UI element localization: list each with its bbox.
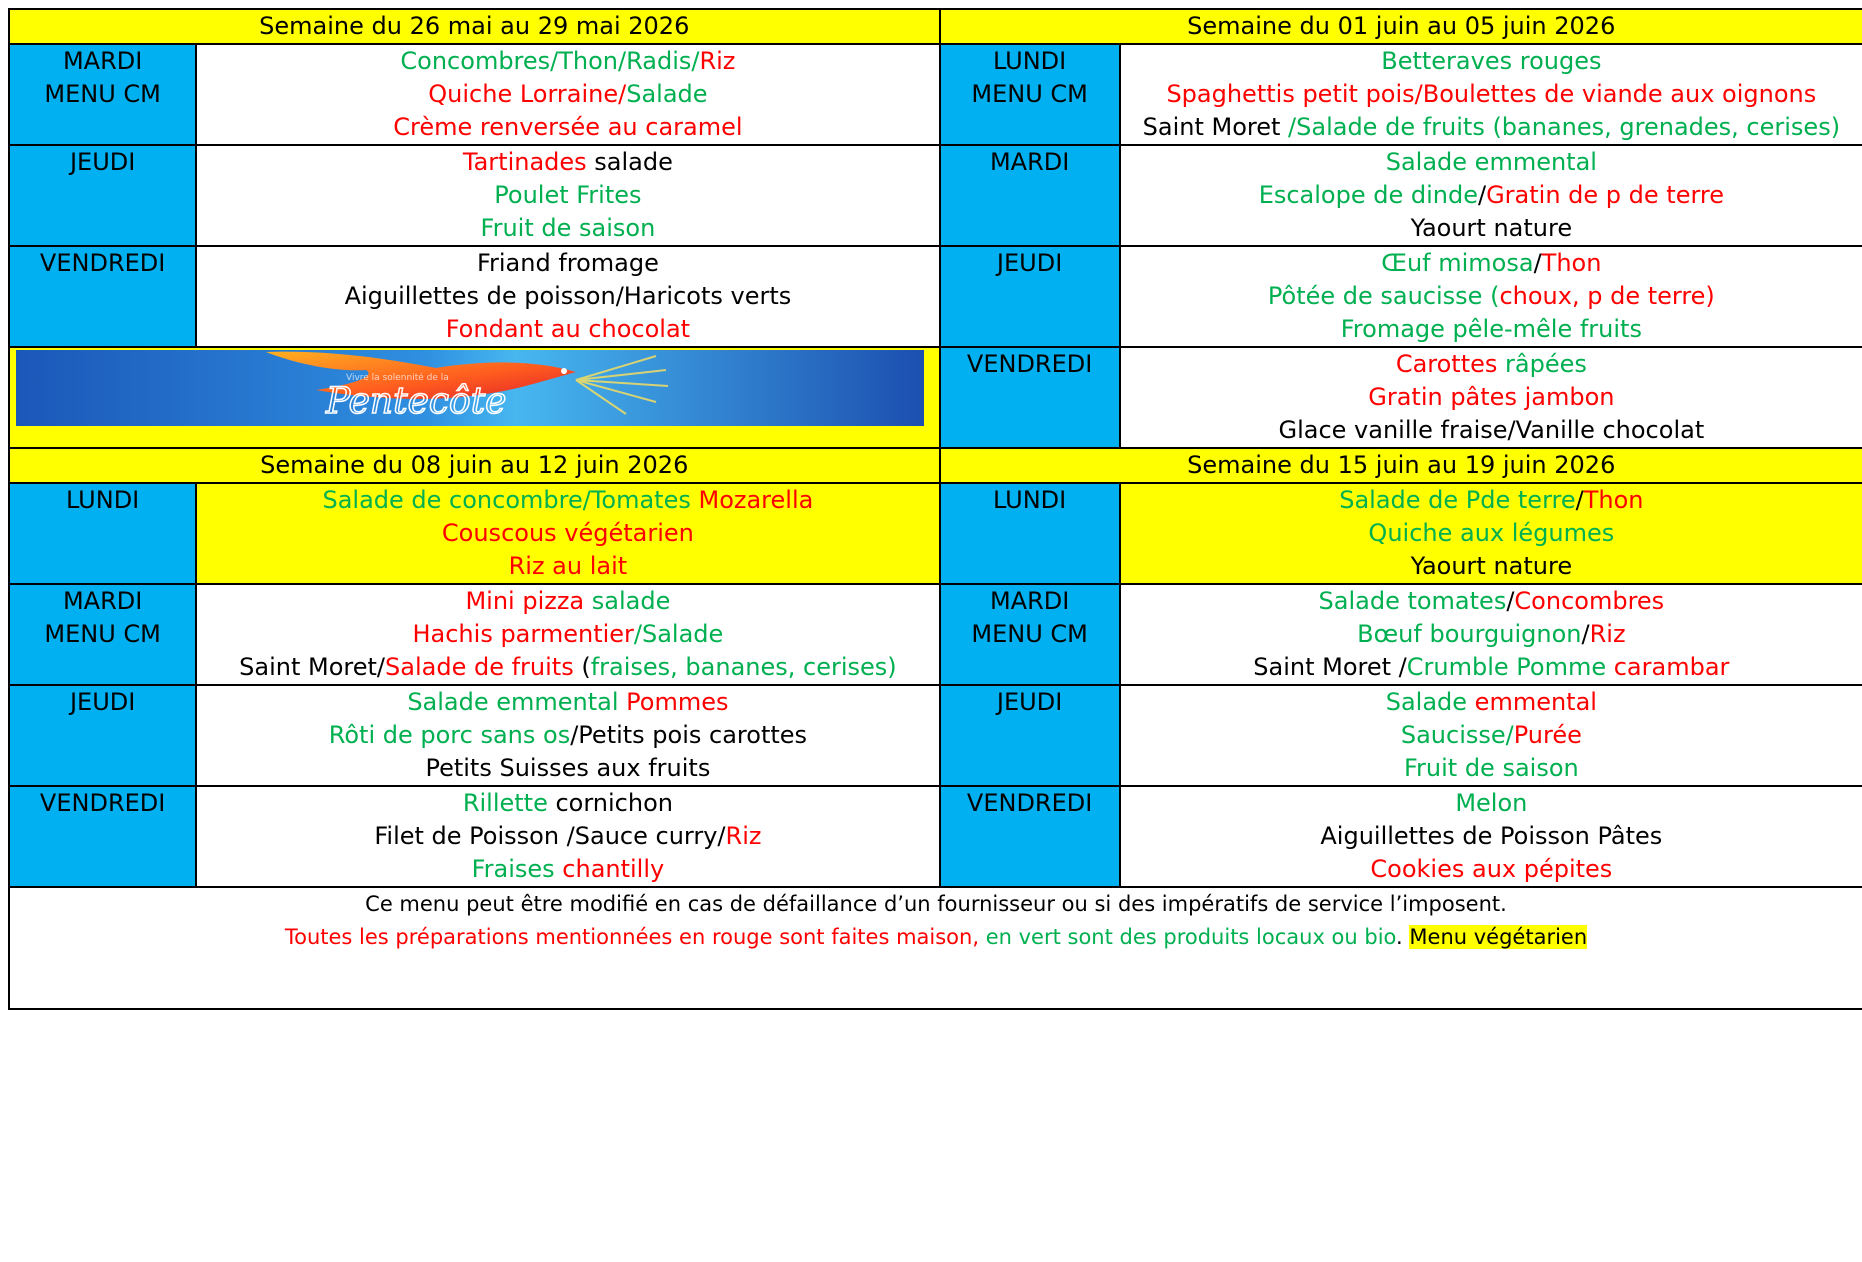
- dish-text: /: [1581, 620, 1590, 648]
- dish-line: [1121, 78, 1862, 111]
- menu-row: [9, 584, 1862, 685]
- menu-row: [9, 685, 1862, 786]
- legend-text: Toutes les préparations mentionnées en rouge sont faites maison,: [284, 925, 986, 949]
- day-name: MENU CM: [971, 80, 1088, 108]
- day-name: VENDREDI: [39, 789, 166, 817]
- dish-line: [1121, 111, 1862, 144]
- dish-text: salade: [584, 587, 671, 615]
- dish-text: Salade tomates: [1318, 587, 1507, 615]
- dish-line: [1121, 313, 1862, 346]
- dish-text: Melon: [1455, 789, 1528, 817]
- day-name: MENU CM: [44, 620, 161, 648]
- dish-text: Glace vanille fraise/Vanille chocolat: [1278, 416, 1705, 444]
- dish-text: Crumble Pomme: [1406, 653, 1614, 681]
- menu-table-body: [9, 9, 1862, 1009]
- dish-text: chantilly: [562, 855, 665, 883]
- dish-text: Salade emmental: [407, 688, 627, 716]
- dish-text: Concombres: [1514, 587, 1665, 615]
- week-header-row: [9, 9, 1862, 44]
- dish-line: [1121, 618, 1862, 651]
- day-name-cell: [9, 145, 196, 246]
- dish-text: Bœuf bourguignon: [1357, 620, 1582, 648]
- dishes-cell: [1120, 347, 1862, 448]
- week-title: Semaine du 15 juin au 19 juin 2026: [940, 448, 1862, 483]
- day-name-cell: [940, 145, 1120, 246]
- dish-line: [197, 853, 938, 886]
- menu-table: [8, 8, 1862, 1010]
- dish-text: cornichon: [547, 789, 673, 817]
- dish-line: [1121, 280, 1862, 313]
- dish-text: Crème renversée au caramel: [393, 113, 743, 141]
- day-name: MARDI: [989, 148, 1070, 176]
- dish-text: Salade emmental: [1385, 148, 1597, 176]
- week-title: Semaine du 01 juin au 05 juin 2026: [940, 9, 1862, 44]
- day-name-cell: [9, 685, 196, 786]
- dish-text: Thon: [1541, 249, 1602, 277]
- dish-text: Couscous végétarien: [441, 519, 694, 547]
- legend-text: .: [1396, 925, 1410, 949]
- dish-text: Salade: [626, 80, 708, 108]
- day-name: VENDREDI: [966, 789, 1093, 817]
- dish-text: fraises, bananes, cerises): [590, 653, 897, 681]
- dish-line: [1121, 787, 1862, 820]
- dish-text: Gratin de p de terre: [1486, 181, 1725, 209]
- dish-text: Filet de Poisson /Sauce curry/: [374, 822, 726, 850]
- day-name: VENDREDI: [39, 249, 166, 277]
- week-title: Semaine du 08 juin au 12 juin 2026: [9, 448, 940, 483]
- dishes-cell: [1120, 246, 1862, 347]
- dish-text: Riz: [1589, 620, 1626, 648]
- dish-line: [197, 146, 938, 179]
- dish-line: [197, 212, 938, 245]
- footer-notice: Ce menu peut être modifié en cas de défaillance d’un fournisseur ou si des impératifs de service l’imposent.: [365, 892, 1507, 916]
- dish-line: [1121, 686, 1862, 719]
- day-name-cell: [9, 786, 196, 887]
- dish-text: salade: [586, 148, 673, 176]
- dish-line: [1121, 517, 1862, 550]
- day-name: MARDI: [62, 47, 143, 75]
- banner-subtitle: Vivre la solennité de la: [346, 373, 449, 383]
- dishes-cell: [196, 483, 939, 584]
- dish-text: Œuf mimosa: [1381, 249, 1534, 277]
- dish-text: Aiguillettes de poisson/Haricots verts: [344, 282, 792, 310]
- footer-legend: [10, 921, 1862, 954]
- dish-text: /: [1506, 587, 1515, 615]
- pentecost-banner: [16, 350, 924, 426]
- day-name: MARDI: [62, 587, 143, 615]
- dish-line: [1121, 820, 1862, 853]
- dish-text: carambar: [1613, 653, 1730, 681]
- dish-text: /Salade: [633, 620, 724, 648]
- dish-text: Riz: [699, 47, 736, 75]
- footer-row: [9, 887, 1862, 1009]
- dish-text: Fraises: [471, 855, 563, 883]
- dish-text: Hachis parmentier: [412, 620, 634, 648]
- dish-line: [1121, 651, 1862, 684]
- dish-text: Escalope de dinde: [1258, 181, 1478, 209]
- dish-text: Mozarella: [698, 486, 814, 514]
- dish-text: râpées: [1497, 350, 1587, 378]
- day-name: VENDREDI: [966, 350, 1093, 378]
- dish-line: [197, 752, 938, 785]
- menu-row: [9, 483, 1862, 584]
- dish-line: [197, 280, 938, 313]
- dish-text: Salade de concombre/Tomates: [322, 486, 699, 514]
- menu-row: [9, 246, 1862, 347]
- dish-text: Fromage pêle-mêle fruits: [1340, 315, 1642, 343]
- menu-row: [9, 786, 1862, 887]
- dish-line: [197, 45, 938, 78]
- dish-text: Gratin pâtes jambon: [1368, 383, 1615, 411]
- day-name-cell: [9, 44, 196, 145]
- dish-line: [1121, 719, 1862, 752]
- dish-line: [1121, 146, 1862, 179]
- day-name: LUNDI: [992, 47, 1067, 75]
- dishes-cell: [1120, 685, 1862, 786]
- menu-row: [9, 145, 1862, 246]
- dish-text: Rillette: [462, 789, 548, 817]
- dish-text: Quiche Lorraine/: [428, 80, 627, 108]
- dish-text: Yaourt nature: [1410, 552, 1573, 580]
- week-header-row: [9, 448, 1862, 483]
- dishes-cell: [196, 685, 939, 786]
- day-name: MENU CM: [44, 80, 161, 108]
- dish-line: [197, 313, 938, 346]
- dishes-cell: [196, 584, 939, 685]
- dishes-cell: [1120, 145, 1862, 246]
- dish-text: /: [1477, 181, 1487, 209]
- dish-line: [197, 179, 938, 212]
- day-name-cell: [9, 483, 196, 584]
- dish-text: Rôti de porc sans os: [328, 721, 571, 749]
- day-name-cell: [940, 584, 1120, 685]
- dish-text: Salade de Pde terre: [1339, 486, 1576, 514]
- day-name: LUNDI: [992, 486, 1067, 514]
- dishes-cell: [196, 145, 939, 246]
- dish-text: Fondant au chocolat: [445, 315, 691, 343]
- legend-text: en vert sont des produits locaux ou bio: [985, 925, 1397, 949]
- dish-line: [1121, 212, 1862, 245]
- dish-line: [1121, 179, 1862, 212]
- dish-line: [1121, 381, 1862, 414]
- dish-text: Petits Suisses aux fruits: [425, 754, 711, 782]
- dish-text: Carottes: [1395, 350, 1498, 378]
- vegetarian-legend: Menu végétarien: [1409, 925, 1588, 949]
- dish-line: [197, 618, 938, 651]
- dish-line: [1121, 247, 1862, 280]
- dish-text: Riz: [725, 822, 762, 850]
- footer-cell: [9, 887, 1862, 1009]
- dish-line: [1121, 550, 1862, 583]
- day-name-cell: [9, 584, 196, 685]
- dish-text: Purée: [1513, 721, 1582, 749]
- dish-text: Spaghettis petit pois/Boulettes de viande aux oignons: [1166, 80, 1817, 108]
- dish-line: [197, 111, 938, 144]
- dish-text: Fruit de saison: [1403, 754, 1579, 782]
- day-name-cell: [940, 786, 1120, 887]
- day-name-cell: [940, 347, 1120, 448]
- dish-line: [197, 78, 938, 111]
- dish-line: [197, 550, 938, 583]
- dish-text: choux, p de terre): [1499, 282, 1715, 310]
- dish-line: [197, 517, 938, 550]
- dish-text: /Salade de fruits (bananes, grenades, cerises): [1288, 113, 1841, 141]
- dish-text: Aiguillettes de Poisson Pâtes: [1320, 822, 1663, 850]
- dish-line: [1121, 585, 1862, 618]
- day-name: JEUDI: [69, 148, 136, 176]
- day-name: JEUDI: [69, 688, 136, 716]
- dish-text: Saint Moret: [1142, 113, 1289, 141]
- dish-line: [1121, 414, 1862, 447]
- dish-line: [197, 247, 938, 280]
- day-name-cell: [940, 44, 1120, 145]
- dish-text: Saucisse/: [1400, 721, 1514, 749]
- dish-line: [197, 686, 938, 719]
- dish-line: [1121, 45, 1862, 78]
- dish-text: /Petits pois carottes: [570, 721, 808, 749]
- dish-text: (: [573, 653, 591, 681]
- dish-text: emmental: [1474, 688, 1597, 716]
- dish-text: Thon: [1583, 486, 1644, 514]
- dish-text: Pôtée de saucisse (: [1267, 282, 1500, 310]
- day-name-cell: [940, 246, 1120, 347]
- dish-text: Riz au lait: [508, 552, 628, 580]
- dish-line: [197, 787, 938, 820]
- dish-line: [197, 651, 938, 684]
- dish-line: [1121, 752, 1862, 785]
- dish-line: [197, 484, 938, 517]
- dishes-cell: [1120, 584, 1862, 685]
- menu-row: [9, 44, 1862, 145]
- dish-text: Tartinades: [462, 148, 587, 176]
- dish-text: Betteraves rouges: [1381, 47, 1602, 75]
- dish-text: /: [1575, 486, 1584, 514]
- banner-word: Pentecôte: [326, 381, 507, 422]
- dishes-cell: [1120, 44, 1862, 145]
- dish-text: Mini pizza: [465, 587, 585, 615]
- dish-text: Saint Moret /: [1253, 653, 1407, 681]
- dish-text: Salade: [1385, 688, 1475, 716]
- dish-text: Concombres/Thon/Radis/: [400, 47, 700, 75]
- dishes-cell: [1120, 786, 1862, 887]
- dish-text: Saint Moret/: [239, 653, 386, 681]
- day-name: LUNDI: [66, 486, 140, 514]
- dishes-cell: [196, 786, 939, 887]
- menu-row: [9, 347, 1862, 448]
- dish-line: [1121, 348, 1862, 381]
- dish-text: Cookies aux pépites: [1370, 855, 1613, 883]
- dish-line: [197, 719, 938, 752]
- pentecost-banner-cell: [9, 347, 940, 448]
- dish-text: Friand fromage: [476, 249, 659, 277]
- dish-text: /: [1533, 249, 1542, 277]
- day-name: MENU CM: [971, 620, 1088, 648]
- dish-text: Fruit de saison: [480, 214, 656, 242]
- dishes-cell: [1120, 483, 1862, 584]
- dishes-cell: [196, 246, 939, 347]
- dish-text: Pommes: [626, 688, 729, 716]
- dishes-cell: [196, 44, 939, 145]
- dish-text: Poulet Frites: [494, 181, 642, 209]
- day-name: JEUDI: [996, 249, 1063, 277]
- dish-line: [1121, 484, 1862, 517]
- day-name-cell: [940, 685, 1120, 786]
- dish-line: [197, 585, 938, 618]
- day-name-cell: [940, 483, 1120, 584]
- day-name-cell: [9, 246, 196, 347]
- dish-line: [1121, 853, 1862, 886]
- week-title: Semaine du 26 mai au 29 mai 2026: [9, 9, 940, 44]
- dish-text: Yaourt nature: [1410, 214, 1573, 242]
- dish-text: Quiche aux légumes: [1368, 519, 1615, 547]
- dish-text: Salade de fruits: [385, 653, 574, 681]
- day-name: JEUDI: [996, 688, 1063, 716]
- dish-line: [197, 820, 938, 853]
- day-name: MARDI: [989, 587, 1070, 615]
